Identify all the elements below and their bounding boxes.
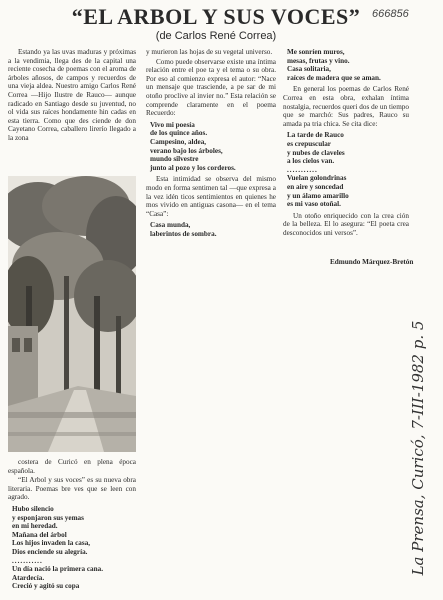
- column-2-paragraph-2: Como puede observarse existe una íntima relación entre el poe ta y el tema o su obra. Por eso al comienzo expresa el autor: “Nace un mensaje que trasciende, a pe sar de mi otoño proclive al invier no.” Esta relación se comprende claramente en el poema Recuerdo:: [146, 57, 276, 118]
- poem-separator: ...........: [12, 556, 43, 565]
- poem-separator: ...........: [287, 165, 318, 174]
- poem-line: Un día nació la primera cana.: [12, 565, 104, 574]
- poem-line: La tarde de Rauco: [287, 131, 344, 140]
- author-byline: Edmundo Márquez-Bretón: [330, 258, 414, 266]
- handwritten-source-text: La Prensa, Curicó, 7-III-1982 p. 5: [409, 320, 427, 576]
- column-2: [146, 48, 276, 241]
- poem-line: de los quince años.: [150, 129, 208, 138]
- poem-line: y esponjaron sus yemas: [12, 513, 84, 522]
- poem-line: es crepuscular: [287, 139, 331, 148]
- poem-line: junto al pozo y los corderos.: [150, 163, 236, 172]
- poem-line: Hubo silencio: [12, 504, 54, 513]
- poem-line: Dios enciende su alegría.: [12, 547, 88, 556]
- handwritten-source-note: [398, 298, 438, 598]
- poem-line: Mañana del árbol: [12, 530, 67, 539]
- poem-line: Los hijos invaden la casa,: [12, 539, 91, 548]
- column-1-paragraph: Estando ya las uvas maduras y próximas a la vendimia, llega des de la capital una reciente cosecha de poemas con el aroma de árboles añosos, de campos y recuerdos de una vieja aldea. Nuestro amigo Carlos René Correa —Hijo Ilustre de Rauco— aunque radicado en Santiago desde su juventud, no ol vida sus raíces hondamente hin cadas en esta tierra. Como que des ciende de don Cayetano Correa, caballero lirerío llegado a la zona: [8, 48, 136, 142]
- poem-recuerdo: [150, 121, 276, 173]
- poem-line: a los cielos van.: [287, 157, 335, 166]
- poem-line: Me sonríen muros,: [287, 48, 345, 56]
- poem-line: Casa munda,: [150, 221, 191, 230]
- poem-line: Campesino, aldea,: [150, 137, 207, 146]
- poem-line: Vuelan golondrinas: [287, 174, 347, 183]
- poem-arbol: [12, 505, 136, 591]
- poem-rauco: [287, 131, 409, 208]
- poem-line: y un álamo amarillo: [287, 191, 349, 200]
- column-1-paragraph-3: “El Arbol y sus voces” es su nueva obra literaria. Poemas bre ves que se leen con agrado.: [8, 476, 136, 502]
- poem-line: Creció y agitó su copa: [12, 582, 80, 591]
- poem-line: en aire y soncedad: [287, 182, 344, 191]
- poem-line: es mi vaso otoñal.: [287, 200, 341, 209]
- poem-line: Casa solitaria,: [287, 65, 331, 74]
- poem-line: y nubes de claveles: [287, 148, 345, 157]
- catalog-number: 666856: [372, 8, 409, 20]
- poem-line: mundo silvestre: [150, 155, 199, 164]
- poem-casa-continued: [287, 48, 409, 82]
- column-2-paragraph-3: Esta intimidad se observa del mismo modo en forma sentimen tal —que expresa a la vez idén ticos sentimientos en quienes he mos vivido en antiguas casona— en el tema “Casa”:: [146, 175, 276, 218]
- poem-line: verano bajo los árboles,: [150, 146, 223, 155]
- subheadline: (de Carlos René Correa): [155, 30, 277, 42]
- column-1-bottom: [8, 458, 136, 594]
- headline: “EL ARBOL Y SUS VOCES”: [71, 4, 361, 29]
- tree-photo-image: [8, 176, 136, 452]
- poem-line: Vivo mi poesía: [150, 120, 195, 129]
- column-2-paragraph-1: y murieron las hojas de su vegetal universo.: [146, 48, 273, 56]
- column-3: [283, 48, 409, 238]
- poem-line: Atardecía.: [12, 573, 45, 582]
- poem-casa: [150, 221, 276, 238]
- poem-line: en mi heredad.: [12, 522, 58, 531]
- poem-line: mesas, frutas y vino.: [287, 56, 350, 65]
- tree-photo: [8, 176, 136, 452]
- column-1-top: [8, 48, 136, 144]
- column-3-paragraph-2: Un otoño enriquecido con la crea ción de la belleza. El lo asegura: “El poeta crea desconocidos uni versos”.: [283, 211, 409, 237]
- column-1-paragraph-2: costera de Curicó en plena época española.: [8, 458, 136, 475]
- column-3-paragraph-1: En general los poemas de Carlos René Correa en esta obra, exhalan íntima nostalgia, recuerdos queri dos de un tiempo que se marchó: Sus padres, Rauco su amada pa tria chica. Se cita dice:: [283, 85, 409, 128]
- poem-line: raíces de madera que se aman.: [287, 73, 381, 82]
- poem-line: laberintos de sombra.: [150, 229, 217, 238]
